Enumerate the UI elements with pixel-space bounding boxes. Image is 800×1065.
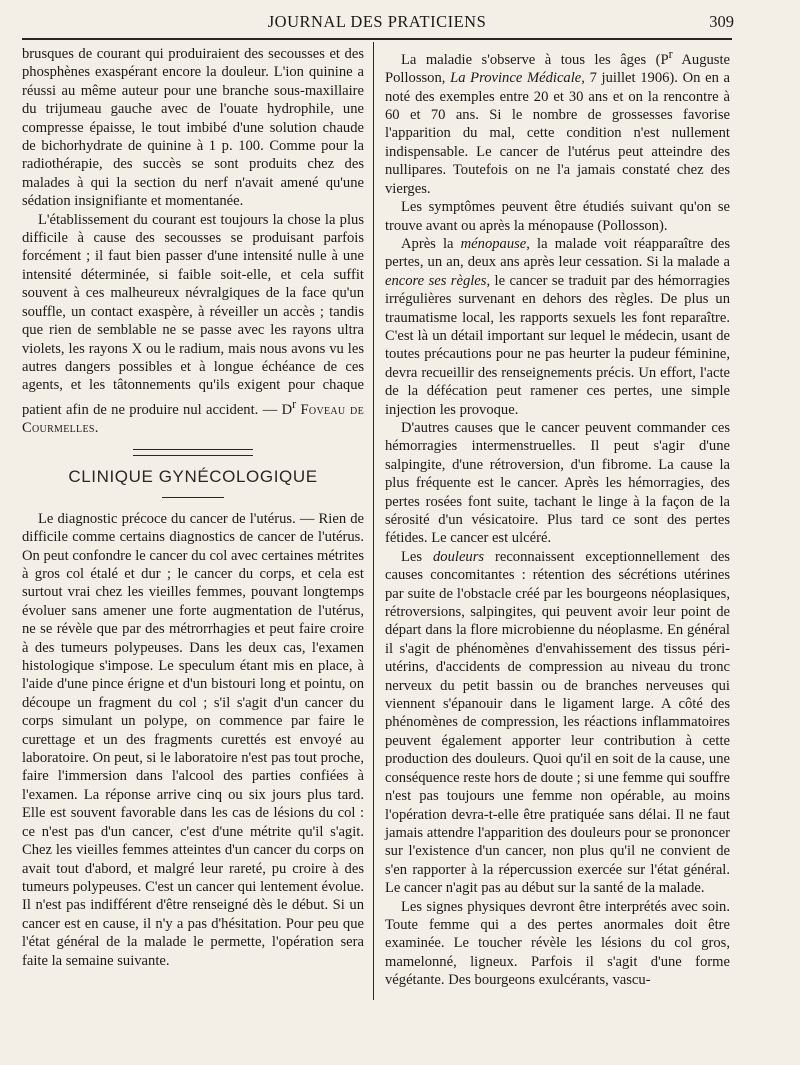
paragraph-text: , la malade voit réapparaître des pertes, un an, deux ans après leur cessation. Si la malade a xyxy=(385,235,731,271)
section-heading: CLINIQUE GYNÉCOLOGIQUE xyxy=(68,467,318,487)
paragraph-text: L'établissement du courant est toujours la chose la plus difficile à cause des secousses se produisant parfois forcément ; il faut bien passer d'une intensité nulle à une intensité déterminée, si faible soit-elle, et cela suffit souvent à ces malheureux névralgiques de la face qu'un souffle, un contact exaspère, à réveiller un accès ; tandis que rien de semblable ne se passe avec les rayons ultra violets, les rayons X ou le radium, mais nous avons vu les autres dangers possibles et à longue échéance de ces agents, et les tâtonnements qu'ils exigent pour chaque patient afin de ne produire nul accident. — D xyxy=(22,211,364,418)
paragraph xyxy=(22,45,364,211)
paragraph-text: Les xyxy=(401,548,433,565)
emphasis: encore ses règles xyxy=(385,272,487,289)
paragraph xyxy=(385,898,730,990)
paragraph xyxy=(385,548,730,898)
author-signature: Foveau de Courmelles. xyxy=(22,401,364,436)
paragraph xyxy=(385,235,730,419)
paragraph xyxy=(22,510,364,970)
paragraph-text: Après la xyxy=(401,235,461,252)
journal-citation: La Province Médicale xyxy=(450,70,582,87)
paragraph xyxy=(22,211,364,438)
column-divider xyxy=(373,42,374,1000)
left-column xyxy=(22,45,364,970)
paragraph-text: reconnaissent exceptionnellement des causes concomitantes : rétention des sécrétions utérines par suite de l'obstacle créé par les bourgeons néoplasiques, rétroversions, salpingites, qui peuvent avoir leur point de départ dans la flore microbienne du néoplasme. En général il s'agit de phénomènes d'envahissement des tissus péri-utérins, d'accidents de compression au niveau du tronc nerveux du petit bassin ou de branches nerveuses qui viennent s'épanouir dans le ligament large. A côté des phénomènes de compression, les réactions inflammatoires peuvent également apporter leur contribution à cette production des douleurs. Quoi qu'il en soit de la cause, une conséquence reste hors de doute ; si une femme qui souffre n'est pas toujours une femme non opérable, au moins l'opération devra-t-elle être pratiquée sans délai. Il ne faut jamais attendre l'apparition des douleurs pour se prononcer sur l'existence d'un cancer, non plus qu'il ne convient de s'en rapporter à la répercussion exercée sur l'état général. Le cancer n'agit pas au début sur la santé de la malade. xyxy=(385,548,731,897)
paragraph-text: Les symptômes peuvent être étudiés suivant qu'on se trouve avant ou après la ménopause (Pollosson). xyxy=(385,199,730,234)
page-header xyxy=(22,12,732,36)
paragraph-text: , 7 juillet 1906). On en a noté des exemples entre 20 et 30 ans et on la rencontre à 60 et 70 ans. Si le nombre de grossesses favorise l'apparition du mal, cette condition n'est nullement indispensable. Le cancer de l'utérus peut atteindre des nullipares. Toutefois on ne l'a jamais constaté chez des vierges. xyxy=(385,70,731,197)
paragraph-text: Auguste Pollosson, xyxy=(385,51,730,87)
paragraph-text: brusques de courant qui produiraient des secousses et des phosphènes exaspérant encore la douleur. L'ion quinine a réussi au même auteur pour une branche sous-maxillaire du trijumeau gauche avec de l'ouate hydrophile, une compresse épaisse, le tout imbibé d'une solution chaude de bichorhydrate de quinine à 1 p. 100. Comme pour la radiothérapie, des succès se sont produits chez des malades à qui la section du nerf n'avait amené qu'une sédation insignifiante et momentanée. xyxy=(22,46,364,210)
section-header xyxy=(22,449,364,497)
paragraph-text: La maladie s'observe à tous les âges (P xyxy=(401,51,669,68)
emphasis: ménopause xyxy=(460,235,527,252)
superscript: r xyxy=(292,396,297,411)
paragraph-text: D'autres causes que le cancer peuvent commander ces hémorragies intermenstruelles. Il peut s'agir d'une salpingite, d'une rétroversion, d'un fibrome. La cause la plus fréquente est le cancer. Après les hémorragies, des pertes rosées font suite, tachant le linge à la façon de la sérosité d'un vésicatoire. Plus tard ce sont des pertes fétides. Le cancer est ulcéré. xyxy=(385,419,730,547)
paragraph xyxy=(385,45,730,198)
section-ornament xyxy=(133,449,253,456)
right-column xyxy=(385,45,730,990)
paragraph-text: Les signes physiques devront être interprétés avec soin. Toute femme qui a des pertes anormales doit être examinée. Le toucher révèle les lésions du col gros, mamelonné, ligneux. Parfois il s'agit d'une forme végétante. Des bourgeons exulcérants, vascu- xyxy=(385,898,730,989)
paragraph-text: , le cancer se traduit par des hémorragies irrégulières survenant en dehors des règles. De plus un traumatisme local, les rapports sexuels les font reparaître. C'est là un détail important sur lequel le médecin, usant de toutes précautions pour ne pas heurter la pudeur féminine, devra recueillir des renseignements précis. Un effort, l'acte de la défécation peut ramener ces pertes, une simple injection les provoque. xyxy=(385,272,730,418)
page-number: 309 xyxy=(709,12,734,31)
paragraph xyxy=(385,419,730,548)
header-rule xyxy=(22,38,732,40)
paragraph xyxy=(385,198,730,235)
article-lead-title: Le diagnostic précoce du cancer de l'utérus. xyxy=(38,510,296,527)
emphasis: douleurs xyxy=(433,548,485,565)
superscript: r xyxy=(668,47,673,61)
paragraph-text: — Rien de difficile comme certains diagnostics de cancer de l'utérus. On peut confondre le cancer du col avec certaines métrites à gros col étalé et dur ; le cancer du corps, et cela est surtout vrai chez les vieilles femmes, pouvant longtemps évoluer sans amener une forte augmentation de l'utérus, ne se révèle que par des métrorrhagies et peut faire croire à des tumeurs polypeuses. Dans les deux cas, l'examen histologique s'impose. Le speculum étant mis en place, à l'aide d'une pince érigne et d'un bistouri long et pointu, on découpe un fragment du col ; s'il s'agit d'un cancer du corps simulant un polype, on commence par faire le curettage et un des fragments curettés est envoyé au laboratoire. On peut, si le laboratoire n'est pas tout proche, faire l'immersion dans l'alcool des parties confiées à l'examen. La réponse arrive cinq ou six jours plus tard. Elle est souvent favorable dans les cas de lésions du col : ce n'est pas d'un cancer, c'est d'une métrite qu'il s'agit. Chez les vieilles femmes atteintes d'un cancer du corps on avait tout d'abord, et malgré leur rareté, pu croire à des tumeurs polypeuses. C'est un cancer qui lentement évolue. Il n'est pas indifférent d'être renseigné dès le début. Si un cancer est en cause, il n'y a pas d'hésitation. Pour peu que l'état général de la malade le permette, l'opération sera faite la semaine suivante. xyxy=(22,510,364,969)
journal-title: JOURNAL DES PRATICIENS xyxy=(267,12,487,31)
section-underline xyxy=(162,497,224,498)
